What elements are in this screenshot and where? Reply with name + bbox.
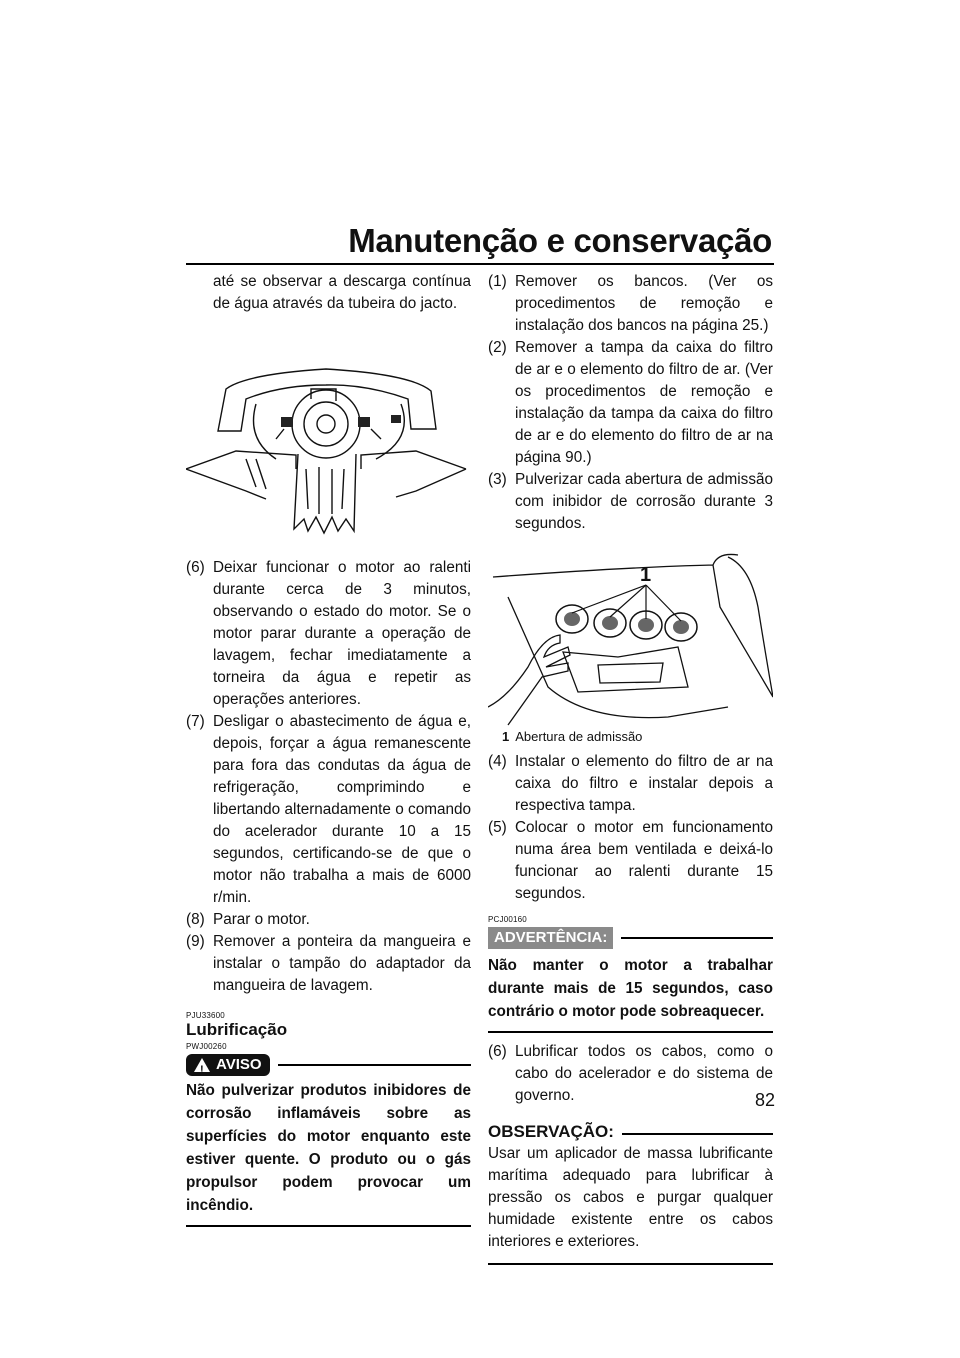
- warning-badge: ! AVISO: [186, 1054, 270, 1076]
- intro-text: até se observar a descarga contínua de água através da tubeira do jacto.: [213, 273, 471, 312]
- warning-triangle-icon: !: [194, 1058, 210, 1072]
- figure-intake: [488, 547, 773, 727]
- intake-illustration: [488, 547, 773, 727]
- caution-header: [488, 926, 773, 950]
- list-item: (3) Pulverizar cada abertura de admissão com inibidor de corrosão durante 3 segundos.: [488, 471, 773, 532]
- warning-header: [186, 1053, 471, 1077]
- figure-jet-nozzle: [186, 319, 471, 557]
- jet-nozzle-illustration: [186, 319, 471, 557]
- note-text: Usar um aplicador de massa lubrificante marítima adequado para lubrificar à pressão os cabos e purgar qualquer humidade existente entre os cabos interiores e exteriores.: [488, 1145, 773, 1250]
- title-rule: [186, 263, 774, 265]
- list-item: (1) Remover os bancos. (Ver os procedimentos de remoção e instalação dos bancos na página 25.): [488, 273, 773, 334]
- page-number: 82: [755, 1090, 776, 1110]
- left-column: [186, 271, 471, 1227]
- right-column: [488, 271, 776, 1265]
- caution-rule: [621, 937, 773, 939]
- list-item: (6) Lubrificar todos os cabos, como o cabo do acelerador e do sistema de governo.: [488, 1043, 773, 1104]
- list-item: (6) Deixar funcionar o motor ao ralenti durante cerca de 3 minutos, observando o estado do motor. Se o motor parar durante a operação de lavagem, fechar imediatamente a torneira da água e repetir as operações anteriores.: [186, 559, 471, 708]
- page-title: Manutenção e conservação: [348, 222, 772, 259]
- warning-end-rule: [186, 1225, 471, 1227]
- warning-rule: [278, 1064, 471, 1066]
- list-item: (5) Colocar o motor em funcionamento numa área bem ventilada e deixá-lo funcionar ao ralenti durante 15 segundos.: [488, 819, 773, 902]
- step-list-left: [186, 557, 471, 997]
- list-item: (8) Parar o motor.: [186, 911, 310, 928]
- section-title: Lubrificação: [186, 1020, 288, 1039]
- warning-text: Não pulverizar produtos inibidores de corrosão inflamáveis sobre as superfícies do motor enquanto este estiver quente. O produto ou o gás propulsor podem provocar um incêndio.: [186, 1082, 471, 1214]
- section-code: PJU33600: [186, 1011, 225, 1020]
- figure-callout-1: 1: [640, 564, 652, 586]
- list-item: (7) Desligar o abastecimento de água e, depois, forçar a água remanescente para fora das condutas da água de refrigeração, comprimindo e libertando alternadamente o comando do acelerador durante 10 a 15 segundos, certificando-se de que o motor não trabalha a mais de 6000 r/min.: [186, 713, 471, 906]
- list-item: (9) Remover a ponteira da mangueira e instalar o tampão do adaptador da mangueira de lavagem.: [186, 933, 471, 994]
- warning-code: PWJ00260: [186, 1042, 227, 1051]
- note-label: OBSERVAÇÃO:: [488, 1122, 614, 1141]
- list-item: (4) Instalar o elemento do filtro de ar na caixa do filtro e instalar depois a respectiva tampa.: [488, 753, 773, 814]
- note-header: [488, 1121, 773, 1143]
- figure-caption: 1 Abertura de admissão: [502, 729, 643, 744]
- note-end-rule: [488, 1263, 773, 1265]
- note-rule: [622, 1133, 773, 1135]
- step-list-right-a: [488, 271, 773, 535]
- caution-badge: ADVERTÊNCIA:: [488, 927, 613, 949]
- list-item: (2) Remover a tampa da caixa do filtro de ar e o elemento do filtro de ar. (Ver os procedimentos de remoção e instalação da tampa da caixa do filtro de ar e do elemento do filtro de ar na página 90.): [488, 339, 773, 466]
- step-list-right-b: [488, 751, 773, 905]
- caution-end-rule: [488, 1031, 773, 1033]
- caution-code: PCJ00160: [488, 915, 527, 924]
- caution-text: Não manter o motor a trabalhar durante mais de 15 segundos, caso contrário o motor pode sobreaquecer.: [488, 957, 773, 1020]
